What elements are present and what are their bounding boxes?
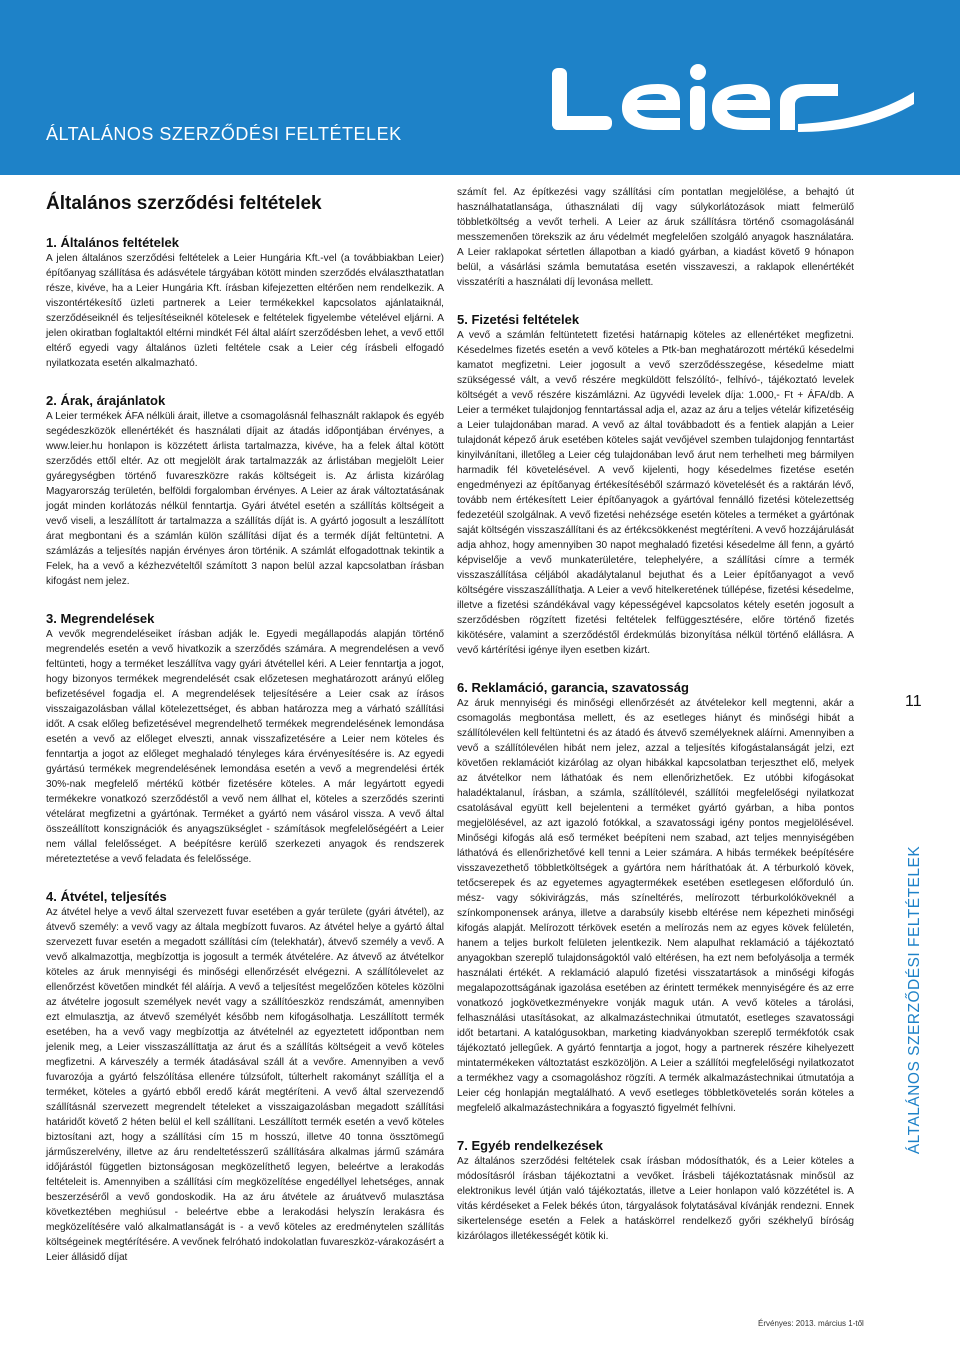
- leier-logo: [548, 58, 918, 138]
- section-body: Az általános szerződési feltételek csak írásban módosíthatók, és a Leier köteles a módosításról írásban tájékoztatni a vevőket. Írásbeli tájékoztatásnak minősül az elektronikus levél útján való tájékoztatás, illetve a Leier honlapon való közzététel is. A vitás kérdéseket a Felek békés úton, tárgyalások folytatásával kívánják rendezni. Ennek sikertelensége esetén a Felek a hatáskörrel rendelkező győri székhelyű bíróság kizárólagos illetékességét kötik ki.: [457, 1156, 854, 1242]
- section-heading: 1. Általános feltételek: [46, 235, 179, 250]
- section-complaints: [457, 680, 854, 1116]
- section-body: A vevők megrendeléseiket írásban adják le. Egyedi megállapodás alapján történő megrendelés esetén a vevő hivatkozik a szerződés számára. A megrendelésen a vevő feltünteti, hogy a terméket leszállítva vagy gyári átvétellel kéri. A Leier fenntartja a jogot, hogy bizonyos termékek megrendelését csak előzetesen meghatározott arányú előleg befizetésével fogadja el. A megrendelések teljesítésére a Leier csak az írásos visszaigazolásban vállal kötelezettséget, és abban határozza meg a várható szállítási időt. A csak előleg befizetésével megrendelhető termékek megrendelésének lemondása esetén a vevő az előleget elveszti, annak visszafizetésére a Leier nem köteles és fenntartja a jogot az előleget meghaladó tényleges kára érvényesítésére is. Az egyedi gyártású termékek megrendelésének lemondása esetén a vevő a megrendelési érték 30%-nak megfelelő mértékű kötbér fizetésére köteles. A már legyártott egyedi termékekre vonatkozó szerződéstől a vevő nem állhat el, köteles a szerződés szerinti vételárat megfizetni a gyártónak. Terméket a gyártó nem vásárol vissza. A vevő által összeállított konszignációk és anyagszükséglet - számítások megfelelőségéért a Leier nem vállal felelősséget. A beépítésre kerülő szerkezeti anyagok és rendszerek méreteztetése a vevő feladata és felelőssége.: [46, 629, 444, 865]
- section-heading: 3. Megrendelések: [46, 611, 155, 626]
- section-body: A Leier termékek ÁFA nélküli árait, illetve a csomagolásnál felhasznált raklapok és egyéb segédeszközök ellenértékét és használati díjait az átadás időpontjában érvényes, a www.leier.hu honlapon is közzétett árlista tartalmazza, kivéve, ha a felek által kötött szerződés ettől eltér. Az ott megjelölt árak tartalmazzák az árlistában megjelölt Leier gyáregységben történő fuvareszközre rakás költségeit is. Az árlista kizárólag Magyarország területén, belföldi forgalomban érvényes. A Leier az árak változtatásának jogát minden korlátozás nélkül fenntartja. Gyári átvétel esetén a szállítás költségeit a vevő viseli, a leszállított ár tartalmazza a szállítás díját is. A gyártó jogosult a leszállított árat megbontani és a számlán külön szállítási díjat és a termék díját feltüntetni. A számlázás a teljesítés napján érvényes áron történik. A számlát elfogadottnak tekintik a Felek, ha a vevő a kézhezvételtől számított 3 napon belül azzal kapcsolatban írásban kifogást nem jelez.: [46, 411, 444, 587]
- section-heading: 6. Reklamáció, garancia, szavatosság: [457, 680, 689, 695]
- section-other: [457, 1138, 854, 1244]
- document-title: Általános szerződési feltételek: [46, 193, 322, 214]
- section-body: Az átvétel helye a vevő által szervezett fuvar esetében a gyár területe (gyári átvétel), az átvevő személy: a vevő vagy az általa megbízott fuvaros. Az átvétel helye a gyártó által szervezett fuvar esetén a megadott szállítási cím (telekhatár), átvevő személy a vevő. A vevő alkalmazottja, megbízottja is jogosult a termék átvételére. Az átvevő az átvételkor köteles az áruk mennyiségi és minőségi ellenőrzését elvégezni. A szállítólevelet az ellenőrzést követően mindkét fél aláírja. A vevő a teljesítést megelőzően köteles közölni az átvételre jogosult személyek nevét vagy a szállítóeszköz rendszámát, amennyiben ezt elmulasztja, az átvevő személyét később nem kifogásolhatja. Leszállított termék esetében, ha a vevő vagy megbízottja az átvételnél az egyeztetett időpontban nem jelenik meg, a Leier visszaszállíttatja az árut és a szállítás költségeit a vevő köteles megfizetni. A kárveszély a termék átadásával száll át a vevőre. Amennyiben a vevő fuvarozója a gyártó felszólítása ellenére túlzsúfolt, túlterhelt rakományt szállítja el a terméket, köteles a gyártó ebből eredő kárát megtéríteni. A vevő által szervezendő szállításnál szervezett megrendelt tételeket a visszaigazolásban megadott szállítási határidőt követő 2 héten belül el kell szállítani. Leszállított termék esetén a vevő köteles biztosítani azt, hogy a szállítási cím 15 m hosszú, illetve 40 tonna össztömegű járműszerelvény, illetve az áru rendeltetésszerű szállítására alkalmas jármű számára időjárástól független biztonságosan megközelíthető legyen, beleértve a lerakodás feltételeit is. Amennyiben a szállítási cím megközelítése engedéllyel lehetséges, annak beszerzéséről a vevő gondoskodik. Ha az áru átvétele az áruátvevő mulasztása következtében meghiúsul - beleértve ebbe a lerakodási helyszín lerakásra és megközelítésére való alkalmatlanságát is - a vevő köteles az eredménytelen szállítás költségeinek megtérítésére. A vevőnek felróható indokolatlan fuvareszköz-várakozásért a Leier állásidő díjat: [46, 907, 444, 1263]
- section-body: A vevő a számlán feltüntetett fizetési határnapig köteles az ellenértéket megfizetni. Késedelmes fizetés esetén a vevő köteles a Ptk-ban meghatározott mértékű késedelmi kamatot megfizetni. Leier jogosult a vevő szerződésszegése, késedelme miatt szükségessé vált, a vevő részére megküldött felszólító-, felhívó-, tájékoztató levelek költségét a vevő részére kiszámlázni. Az ügyvédi levelek díja: 1.000,- Ft + ÁFA/db. A Leier a terméket tulajdonjog fenntartással adja el, azaz az áru a teljes vételár kifizetéséig a Leier tulajdonában marad. A vevő az által továbbadott és a fentiek alapján a Leier tulajdonát képező áruk esetében köteles saját vevőjével szemben tulajdonjog fenntartást kinyilvánítani, illetőleg a Leier cég tulajdonában levő árut nem terhelheti meg bármilyen harmadik fél követelésével. A vevő kijelenti, hogy késedelmes fizetése esetén engedményezi az építőanyag értékesítéséből származó követelését és a raktárán lévő, tovább nem értékesített Leier építőanyagok a gyártóval fennálló fizetési kötelezettség fedezetéül szolgálnak. A vevő fizetési nehézsége esetén köteles a terméket a gyártónak saját költségén visszaszállítani és az értékcsökkenést megtéríteni. A vevő hozzájárulását adja ahhoz, hogy amennyiben 30 napot meghaladó fizetési késedelme áll fenn, a gyártó képviselője a vevő munkaterületére, telephelyére, a szállítási címre a termék visszaszállítása céljából akadálytalanul bejuthat és a Leier építőanyagot a vevő költségére visszaszállíthatja. A Leier a vevő hitelkeretének túllépése, fizetési késedelme, illetve a fizetési szándékával vagy képességével kapcsolatos kétely esetén jogosult a szerződésben rögzített fizetési feltételek felfüggesztésére, előre történő fizetés kikötésére, valamint a szerződéstől érdekmúlás bizonyítása nélkül történő elállásra. A vevő kártérítési igénye ilyen esetben kizárt.: [457, 330, 854, 656]
- section-heading: 7. Egyéb rendelkezések: [457, 1138, 603, 1153]
- section-general: [46, 235, 444, 371]
- section-body: Az áruk mennyiségi és minőségi ellenőrzését az átvételekor kell megtenni, akár a csomagolás megbontása mellett, és az esetleges hiányt és minőségi hibát a szállítólevélen kell feltüntetni és az átadó és átvevő személyeknek aláírni. Amennyiben a vevő a szállítólevélen hibát nem jelez, azzal a teljesítés kifogástalanságát jelzi, ezt követően reklamációt kizárólag az olyan hibákkal kapcsolatban terjeszthet elő, melyek az átvételkor nem láthatóak és nem ellenőrizhetőek. Ez utóbbi kifogásokat haladéktalanul, írásban, a számla, szállítólevél, szállítói megfelelőségi nyilatkozat csatolásával együtt kell bejelenteni a terméket gyártó gyárban, a hiba pontos megjelölésével, az azt igazoló fotókkal, a szavatossági igény pontos megjelölésével. Minőségi kifogás alá eső terméket beépíteni nem szabad, azt teljes mennyiségében láthatóvá és ellenőrizhetővé kell tenni a Leier számára. A hibás termékek beépítésére visszavezethető többletköltségek a gyártóra nem háríthatóak át. A térburkoló kövek, tetőcserepek és az egyetemes agyagtermékek esetében esetlegesen előforduló ún. mész- vagy sókivirágzás, más színeltérés, melírozott térburkolóköveknél a színkomponensek aránya, illetve a darabsúly kisebb eltérése nem képezheti minőségi kifogás alapját. Melírozott térkövek esetén a melírozás nem az egyes kövek felületén, hanem a teljes burkolt felületen jelentkezik. Nem alapulhat reklamáció a tájékoztató anyagokban szereplő tulajdonságoktól való eltérésen, ha ezt nem befolyásolja a termék használati értékét. A reklamáció alapuló fizetési visszatartások a minőségi kifogás megalapozottságának igazolása esetében az érintett termékek mennyiségére és az erre vonatkozó jogkövetkezményekre vonják maguk után. A vevő köteles a tárolási, felhasználási utasításokat, az alkalmazástechnikai útmutatót, esetleges szavatossági időt betartani. A katalógusokban, marketing kiadványokban szereplő termékfotók csak tájékoztató jellegűek. A gyártó fenntartja a jogot, hogy a partnerek részére kihelyezett mintatermékeken változtatást eszközöljön. A Leier a szállítói megfelelőségi nyilatkozatot a termékhez vagy a csomagoláshoz rögzíti. A termék alkalmazástechnikai útmutatója a Leier cég honlapján megtalálható. A vevő esetleges többletkövetelés során köteles a megfelelő alkalmazástechnikára a fogyasztó figyelmét felhívni.: [457, 698, 854, 1114]
- validity-footer: Érvényes: 2013. március 1-től: [758, 1319, 864, 1328]
- section-payment: [457, 312, 854, 658]
- left-column: [46, 185, 444, 1287]
- section-heading: 5. Fizetési feltételek: [457, 312, 580, 327]
- right-column: [457, 185, 854, 1266]
- header-title: ÁLTALÁNOS SZERZŐDÉSI FELTÉTELEK: [46, 124, 402, 144]
- continued-text: számít fel. Az építkezési vagy szállítási cím pontatlan megjelölése, a behajtó út használhatatlansága, úthasználati díj vagy súlykorlátozások miatt felmerülő többletköltség a vevőt terheli. A Leier az áruk szállításra történő csomagolásánál messzemenően törekszik az áru védelmét megfelelően szolgáló anyagok használatára. A Leier raklapokat sértetlen állapotban a kiadó gyárban, a kiadást követő 9 hónapon belül, a vásárlási számla bemutatása esetén visszaveszi, a raklapok ellenértékét visszatéríti a használati díj levonása mellett.: [457, 187, 854, 288]
- page-number: 11: [905, 693, 922, 710]
- section-heading: 2. Árak, árajánlatok: [46, 393, 166, 408]
- section-delivery: [46, 889, 444, 1265]
- vertical-title: ÁLTALÁNOS SZERZŐDÉSI FELTÉTELEK: [906, 845, 923, 1155]
- section-body: A jelen általános szerződési feltételek a Leier Hungária Kft.-vel (a továbbiakban Leier) építőanyag szállítása és adásvétele tárgyában kötött minden szerződés elválaszthatatlan része, kivéve, ha a Leier Hungária Kft. írásban kifejezetten eltérően nem rendelkezik. A viszontértékesítő üzleti partnerek a Leier termékekkel kapcsolatos ajánlataiknál, szerződéseiknél és teljesítéseiknél kötelesek e feltételek figyelembe vételével eljárni. A jelen okiratban foglaltaktól eltérni mindkét Fél által aláírt szerződésben lehet, a vevő ettől eltérő egyedi vagy általános üzleti feltétele csak a Leier cég írásbeli elfogadó nyilatkozata esetén alkalmazható.: [46, 253, 444, 369]
- section-prices: [46, 393, 444, 589]
- section-orders: [46, 611, 444, 867]
- section-heading: 4. Átvétel, teljesítés: [46, 889, 167, 904]
